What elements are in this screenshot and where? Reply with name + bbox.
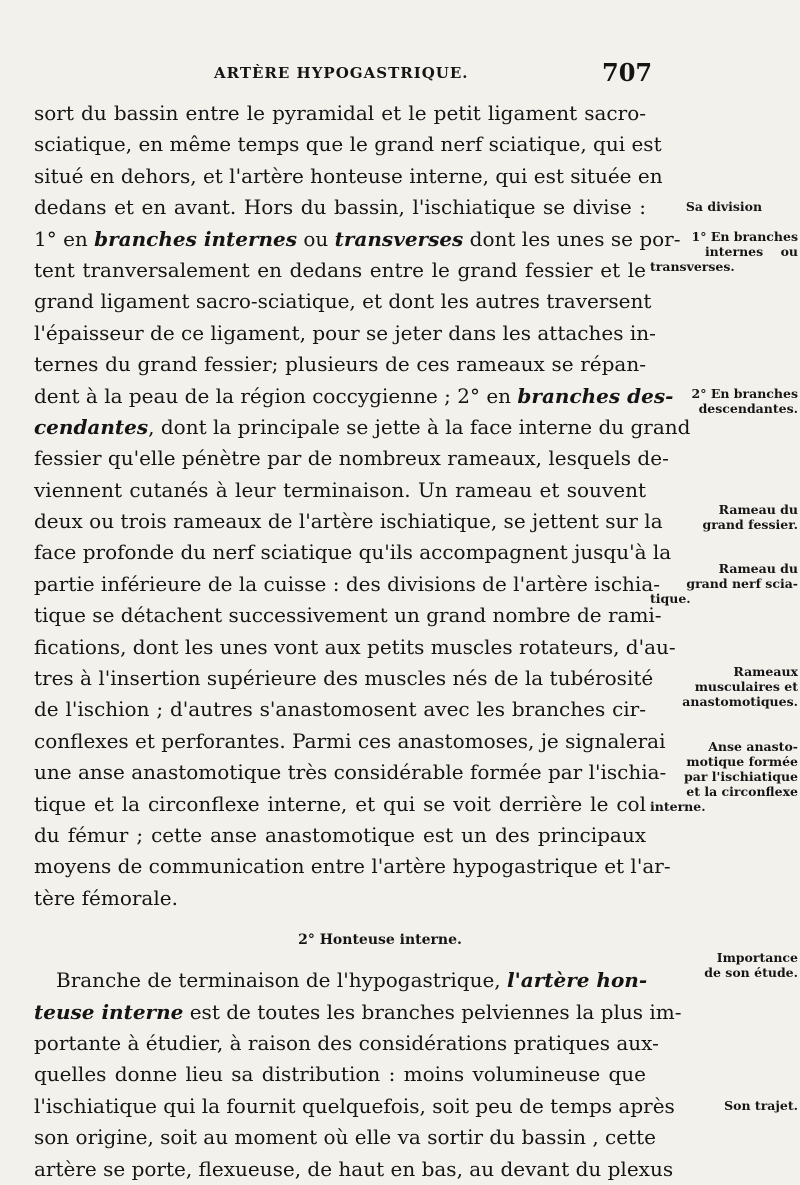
paragraph-ischiatique [34, 98, 691, 914]
text-line: dent à la peau de la région coccygienne ; 2° en branches des- [34, 383, 674, 408]
text-line: artère se porte, flexueuse, de haut en bas, au devant du plexus [34, 1156, 674, 1181]
emphasis: branches des- [517, 383, 674, 408]
text-line: grand ligament sacro-sciatique, et dont les autres traversent [34, 289, 652, 314]
margin-note-rameaux-musculaires: Rameaux musculaires et anastomotiques. [682, 664, 798, 709]
main-text [34, 98, 691, 1185]
emphasis: l'artère hon- [507, 968, 648, 993]
margin-note-rameau-grand-fessier: Rameau du grand fessier. [702, 502, 798, 532]
text-line: cendantes, dont la principale se jette à la face interne du grand [34, 414, 691, 439]
margin-note-branches-descendantes: 2° En branches descendantes. [691, 386, 798, 416]
emphasis: teuse interne [34, 999, 184, 1024]
text-line: partie inférieure de la cuisse : des divisions de l'artère ischia- [34, 571, 661, 596]
page-number: 707 [602, 58, 653, 87]
text-line: face profonde du nerf sciatique qu'ils accompagnent jusqu'à la [34, 540, 672, 565]
text-line: son origine, soit au moment où elle va sortir du bassin , cette [34, 1125, 657, 1150]
text-line: tère fémorale. [34, 885, 178, 910]
text-line: ternes du grand fessier; plusieurs de ces rameaux se répan- [34, 352, 646, 377]
emphasis: cendantes [34, 414, 149, 439]
text-line: 1° en branches internes ou transverses dont les unes se por- [34, 226, 681, 251]
text-line: tique se détachent successivement un grand nombre de rami- [34, 603, 662, 628]
text-line: tent tranversalement en dedans entre le grand fessier et le [34, 257, 646, 282]
text-line: l'épaisseur de ce ligament, pour se jeter dans les attaches in- [34, 320, 656, 345]
text-line: tres à l'insertion supérieure des muscles nés de la tubérosité [34, 666, 654, 691]
margin-note-sa-division: Sa division [685, 199, 763, 214]
text-line: de l'ischion ; d'autres s'anastomosent avec les branches cir- [34, 697, 646, 722]
text-line: quelles donne lieu sa distribution : moins volumineuse que [34, 1062, 646, 1087]
text-line: viennent cutanés à leur terminaison. Un rameau et souvent [34, 477, 646, 502]
text-line: portante à étudier, à raison des considérations pratiques aux- [34, 1030, 659, 1055]
text-line: fessier qu'elle pénètre par de nombreux rameaux, lesquels de- [34, 446, 669, 471]
text-line: deux ou trois rameaux de l'artère ischiatique, se jettent sur la [34, 509, 663, 534]
text-line: sort du bassin entre le pyramidal et le petit ligament sacro- [34, 101, 646, 125]
text-line: dedans et en avant. Hors du bassin, l'ischiatique se divise : [34, 195, 646, 220]
emphasis: branches internes [94, 226, 298, 251]
text-line: moyens de communication entre l'artère hypogastrique et l'ar- [34, 854, 671, 879]
margin-note-branches-internes: 1° En branches internes ou transverses. [650, 229, 798, 274]
text-line: conflexes et perforantes. Parmi ces anastomoses, je signalerai [34, 728, 666, 753]
text-line: sciatique, en même temps que le grand nerf sciatique, qui est [34, 132, 662, 157]
running-head: ARTÈRE HYPOGASTRIQUE. [214, 64, 469, 82]
margin-note-son-trajet: Son trajet. [724, 1098, 798, 1113]
text-line: teuse interne est de toutes les branches pelviennes la plus im- [34, 999, 682, 1024]
margin-note-importance-etude: Importance de son étude. [704, 950, 798, 980]
margin-note-rameau-nerf-sciatique: Rameau du grand nerf scia- tique. [650, 561, 798, 606]
text-line: situé en dehors, et l'artère honteuse interne, qui est située en [34, 163, 663, 188]
section-heading: 2° Honteuse interne. [298, 932, 462, 949]
text-line: une anse anastomotique très considérable formée par l'ischia- [34, 760, 667, 785]
text-line: du fémur ; cette anse anastomotique est un des principaux [34, 822, 646, 847]
text-line: Branche de terminaison de l'hypogastrique, l'artère hon- [56, 968, 648, 993]
text-line: fications, dont les unes vont aux petits muscles rotateurs, d'au- [34, 634, 676, 659]
emphasis: transverses [334, 226, 464, 251]
paragraph-honteuse-interne [34, 965, 682, 1185]
text-line: tique et la circonflexe interne, et qui se voit derrière le col [34, 791, 646, 816]
text-line: l'ischiatique qui la fournit quelquefois, soit peu de temps après [34, 1093, 675, 1118]
margin-note-anse-anastomotique: Anse anasto- motique formée par l'ischiatique et la circonflexe interne. [650, 739, 798, 814]
